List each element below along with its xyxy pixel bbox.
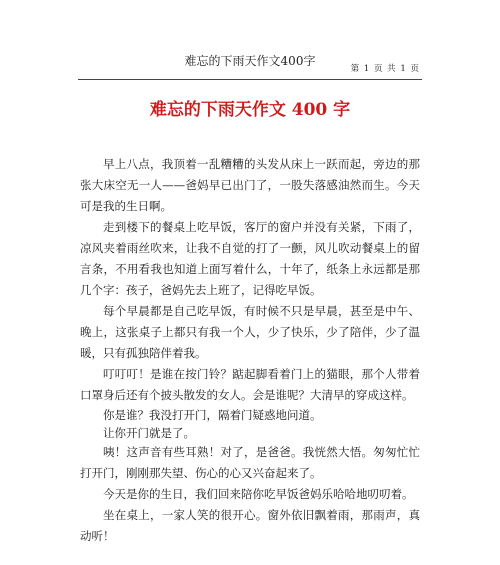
paragraph: 今天是你的生日，我们回来陪你吃早饭爸妈乐哈哈地叨叨着。 [103, 487, 414, 501]
paragraph: 早上八点，我顶着一乱糟糟的头发从床上一跃而起，旁边的那张大床空无一人——爸妈早已出门了，一股失落感油然而生。今天可是我的生日啊。 [80, 157, 420, 213]
paragraph: 走到楼下的餐桌上吃早饭，客厅的窗户并没有关紧，下雨了，凉风夹着雨丝吹来，让我不自觉的打了一颤，风儿吹动餐桌上的留言条，不用看我也知道上面写着什么，十年了，纸条上永远都是那几个字：孩子，爸妈先去上班了，记得吃早饭。 [80, 220, 420, 297]
header-title: 难忘的下雨天作文400字 [184, 54, 316, 68]
paragraph: 咦！这声音有些耳熟！对了，是爸爸。我恍然大悟。匆匆忙忙打开门，刚刚那失望、伤心的心又兴奋起来了。 [80, 445, 420, 480]
paragraph: 让你开门就是了。 [103, 426, 195, 440]
paragraph: 你是谁？我没打开门，隔着门疑惑地问道。 [103, 408, 322, 422]
paragraph: 叮叮叮！是谁在按门铃？踮起脚看着门上的猫眼，那个人带着口罩身后还有个披头散发的女人。会是谁呢？大清早的穿成这样。 [80, 367, 420, 402]
header-divider [78, 79, 422, 80]
page-indicator: 第 1 页 共 1 页 [350, 64, 420, 74]
document-title: 难忘的下雨天作文 400 字 [149, 100, 351, 120]
paragraph: 每个早晨都是自己吃早饭，有时候不只是早晨，甚至是中午、晚上，这张桌子上都只有我一个人，少了快乐，少了陪伴，少了温暖，只有孤独陪伴着我。 [80, 304, 420, 360]
paragraph: 坐在桌上，一家人笑的很开心。窗外依旧飘着雨，那雨声，真动听！ [80, 508, 420, 543]
document-body [80, 154, 420, 547]
